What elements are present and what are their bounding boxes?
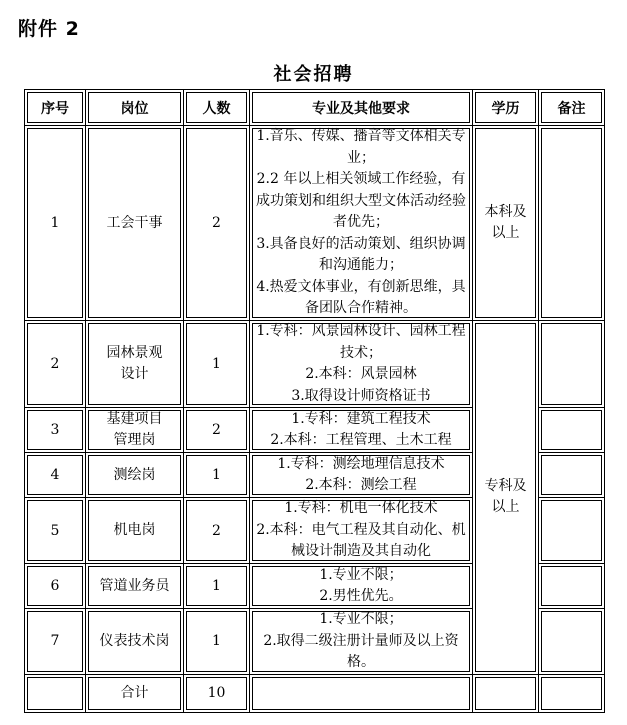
row-position: 工会干事 bbox=[86, 126, 184, 321]
row-index: 7 bbox=[25, 609, 86, 675]
total-row bbox=[25, 674, 605, 712]
requirement-line: 3.具备良好的活动策划、组织协调和沟通能力； bbox=[256, 235, 466, 274]
row-index: 4 bbox=[25, 453, 86, 498]
row-requirements bbox=[250, 408, 473, 453]
row-notes bbox=[539, 564, 605, 609]
requirement-line: 1.专业不限； bbox=[319, 566, 403, 583]
row-notes bbox=[539, 126, 605, 321]
row-notes bbox=[539, 408, 605, 453]
row-count: 2 bbox=[184, 408, 250, 453]
row-requirements bbox=[250, 126, 473, 321]
total-count: 10 bbox=[184, 674, 250, 712]
requirement-line: 1.专科：风景园林设计、园林工程技术； bbox=[256, 323, 466, 361]
row-notes bbox=[539, 498, 605, 564]
row-position: 机电岗 bbox=[86, 498, 184, 564]
header-position: 岗位 bbox=[86, 90, 184, 126]
requirement-line: 1.专科：测绘地理信息技术 bbox=[277, 455, 445, 472]
row-notes bbox=[539, 453, 605, 498]
education-text: 专科及以上 bbox=[484, 478, 527, 516]
row-requirements bbox=[250, 453, 473, 498]
row-count: 1 bbox=[184, 564, 250, 609]
attachment-label: 附件 2 bbox=[18, 18, 80, 40]
requirement-line: 2.男性优先。 bbox=[319, 588, 403, 604]
row-position: 管道业务员 bbox=[86, 564, 184, 609]
total-requirements-cell bbox=[250, 674, 473, 712]
row-index: 3 bbox=[25, 408, 86, 453]
row-position bbox=[86, 321, 184, 408]
row-index: 1 bbox=[25, 126, 86, 321]
row-index: 5 bbox=[25, 498, 86, 564]
row-count: 2 bbox=[184, 498, 250, 564]
requirement-line: 3.取得设计师资格证书 bbox=[291, 387, 431, 404]
row-requirements bbox=[250, 564, 473, 609]
total-education-cell bbox=[473, 674, 539, 712]
header-requirements: 专业及其他要求 bbox=[250, 90, 473, 126]
row-position bbox=[86, 408, 184, 453]
header-index: 序号 bbox=[25, 90, 86, 126]
row-count: 1 bbox=[184, 609, 250, 675]
row-education bbox=[473, 126, 539, 321]
row-requirements bbox=[250, 321, 473, 408]
requirement-line: 2.本科：风景园林 bbox=[305, 366, 417, 382]
requirement-line: 1.专科：建筑工程技术 bbox=[291, 410, 431, 427]
row-notes bbox=[539, 321, 605, 408]
education-text: 本科及以上 bbox=[484, 204, 527, 241]
table-header bbox=[25, 90, 605, 126]
total-label: 合计 bbox=[86, 674, 184, 712]
position-text: 基建项目管理岗 bbox=[106, 411, 163, 448]
row-count: 1 bbox=[184, 453, 250, 498]
position-text: 园林景观设计 bbox=[106, 345, 163, 382]
row-requirements bbox=[250, 498, 473, 564]
total-index-cell bbox=[25, 674, 86, 712]
total-notes-cell bbox=[539, 674, 605, 712]
table-body bbox=[25, 126, 605, 713]
page-title: 社会招聘 bbox=[273, 64, 354, 85]
requirement-line: 1.音乐、传媒、播音等文体相关专业； bbox=[256, 128, 466, 166]
header-education: 学历 bbox=[473, 90, 539, 126]
requirement-line: 2.2 年以上相关领域工作经验，有成功策划和组织大型文体活动经验者优先； bbox=[256, 171, 466, 231]
requirement-line: 4.热爱文体事业，有创新思维，具备团队合作精神。 bbox=[256, 278, 466, 317]
requirement-line: 2.本科：电气工程及其自动化、机械设计制造及其自动化 bbox=[256, 521, 466, 560]
row-requirements bbox=[250, 609, 473, 675]
row-position: 测绘岗 bbox=[86, 453, 184, 498]
row-index: 6 bbox=[25, 564, 86, 609]
table-row bbox=[25, 321, 605, 408]
requirement-line: 2.取得二级注册计量师及以上资格。 bbox=[263, 632, 459, 670]
header-count: 人数 bbox=[184, 90, 250, 126]
header-row bbox=[25, 90, 605, 126]
row-notes bbox=[539, 609, 605, 675]
header-notes: 备注 bbox=[539, 90, 605, 126]
recruitment-table bbox=[24, 89, 605, 713]
row-position: 仪表技术岗 bbox=[86, 609, 184, 675]
requirement-line: 2.本科：工程管理、土木工程 bbox=[270, 432, 452, 448]
requirement-line: 2.本科：测绘工程 bbox=[305, 477, 417, 493]
row-index: 2 bbox=[25, 321, 86, 408]
requirement-line: 1.专科：机电一体化技术 bbox=[284, 500, 438, 517]
group-education bbox=[473, 321, 539, 675]
table-row bbox=[25, 126, 605, 321]
row-count: 1 bbox=[184, 321, 250, 408]
row-count: 2 bbox=[184, 126, 250, 321]
requirement-line: 1.专业不限； bbox=[319, 611, 403, 627]
